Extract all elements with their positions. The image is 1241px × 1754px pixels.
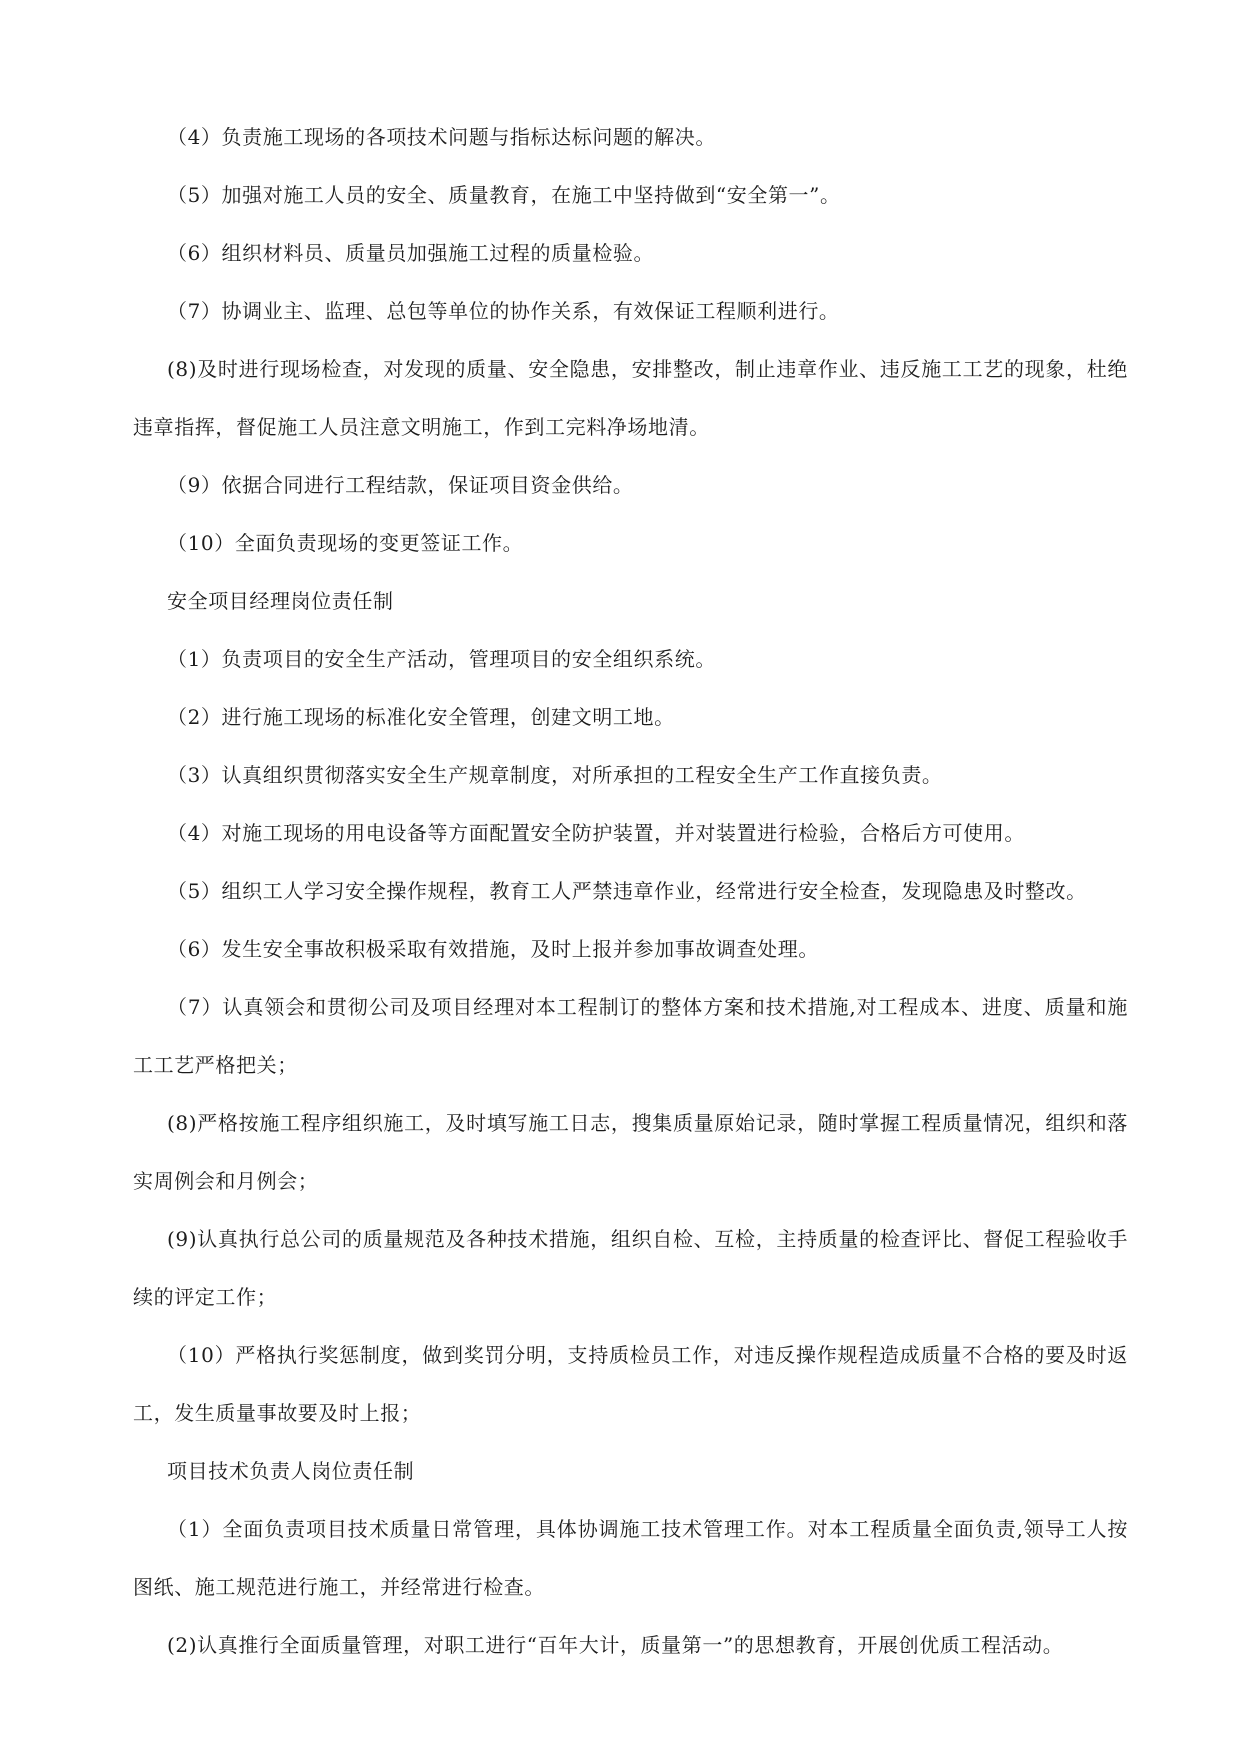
paragraph-safety-duty-9: (9)认真执行总公司的质量规范及各种技术措施，组织自检、互检，主持质量的检查评比、督促工程验收手续的评定工作；	[133, 1227, 1128, 1309]
paragraph-pm-duty-9: （9）依据合同进行工程结款，保证项目资金供给。	[167, 473, 634, 497]
section-heading-technical-lead: 项目技术负责人岗位责任制	[167, 1459, 415, 1483]
paragraph-pm-duty-5: （5）加强对施工人员的安全、质量教育，在施工中坚持做到“安全第一”。	[167, 183, 841, 207]
paragraph-safety-duty-6: （6）发生安全事故积极采取有效措施，及时上报并参加事故调查处理。	[167, 937, 819, 961]
paragraph-safety-duty-3: （3）认真组织贯彻落实安全生产规章制度，对所承担的工程安全生产工作直接负责。	[167, 763, 943, 787]
paragraph-pm-duty-10: （10）全面负责现场的变更签证工作。	[167, 531, 524, 555]
paragraph-safety-duty-4: （4）对施工现场的用电设备等方面配置安全防护装置，并对装置进行检验，合格后方可使用。	[167, 821, 1025, 845]
paragraph-safety-duty-8: (8)严格按施工程序组织施工，及时填写施工日志，搜集质量原始记录，随时掌握工程质量情况，组织和落实周例会和月例会；	[133, 1111, 1128, 1193]
paragraph-pm-duty-7: （7）协调业主、监理、总包等单位的协作关系，有效保证工程顺利进行。	[167, 299, 840, 323]
paragraph-safety-duty-5: （5）组织工人学习安全操作规程，教育工人严禁违章作业，经常进行安全检查，发现隐患及时整改。	[167, 879, 1087, 903]
section-heading-safety-manager: 安全项目经理岗位责任制	[167, 589, 394, 613]
paragraph-safety-duty-1: （1）负责项目的安全生产活动，管理项目的安全组织系统。	[167, 647, 716, 671]
paragraph-pm-duty-6: （6）组织材料员、质量员加强施工过程的质量检验。	[167, 241, 655, 265]
paragraph-tech-duty-2: (2)认真推行全面质量管理，对职工进行“百年大计，质量第一”的思想教育，开展创优质工程活动。	[167, 1633, 1064, 1657]
paragraph-pm-duty-8: (8)及时进行现场检查，对发现的质量、安全隐患，安排整改，制止违章作业、违反施工工艺的现象，杜绝违章指挥，督促施工人员注意文明施工，作到工完料净场地清。	[133, 357, 1128, 439]
paragraph-safety-duty-10: （10）严格执行奖惩制度，做到奖罚分明，支持质检员工作，对违反操作规程造成质量不合格的要及时返工，发生质量事故要及时上报；	[133, 1343, 1128, 1425]
paragraph-tech-duty-1: （1）全面负责项目技术质量日常管理，具体协调施工技术管理工作。对本工程质量全面负责,领导工人按图纸、施工规范进行施工，并经常进行检查。	[133, 1517, 1128, 1599]
paragraph-safety-duty-7: （7）认真领会和贯彻公司及项目经理对本工程制订的整体方案和技术措施,对工程成本、进度、质量和施工工艺严格把关；	[133, 995, 1128, 1077]
paragraph-pm-duty-4: （4）负责施工现场的各项技术问题与指标达标问题的解决。	[167, 125, 716, 149]
paragraph-safety-duty-2: （2）进行施工现场的标准化安全管理，创建文明工地。	[167, 705, 675, 729]
document-body	[133, 108, 1128, 1674]
